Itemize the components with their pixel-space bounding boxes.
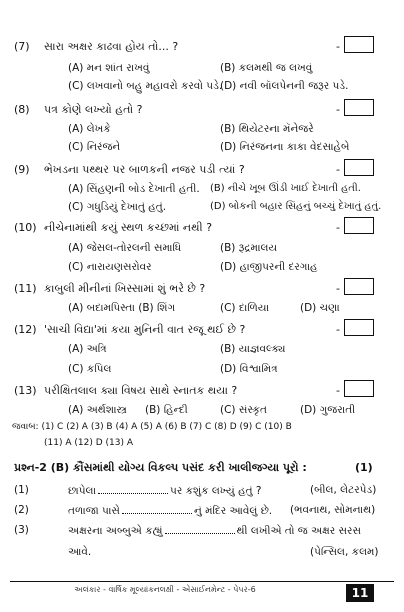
answer-box[interactable] [344, 159, 374, 176]
fill-item-2 [68, 504, 272, 518]
option-c: (C) ગધુડિયું દેખાતું હતું. [68, 201, 167, 213]
answer-dash: - [336, 384, 340, 397]
question-text: નીચેનામાંથી કયું સ્થળ કચ્છમાં નથી ? [44, 221, 213, 234]
page-number: 11 [346, 584, 374, 602]
option-c: (C) દાળિયા [220, 302, 270, 314]
answer-box[interactable] [344, 319, 374, 336]
option-d: (D) નિરંજનના કાકા વેદસાહેબે [220, 141, 350, 153]
fill-options-2: (ભવનાથ, સોમનાથ) [290, 504, 376, 516]
option-d: (D) હાજીપરની દરગાહ [220, 261, 318, 273]
fill-pre: તળાજા પાસે [68, 505, 120, 517]
fill-post: પર કશુંક લખ્યું હતું ? [170, 485, 262, 497]
fill-num-3: (3) [14, 524, 29, 536]
option-d: (D) નવી બૉલપેનની જરૂર પડે. [220, 80, 349, 92]
option-c: (C) નિરંજને [68, 141, 121, 153]
fill-post: થી લખીએ તો જ અક્ષર સરસ [236, 525, 361, 537]
answer-dash: - [336, 282, 340, 295]
fill-post: નું મંદિર આવેલું છે. [193, 505, 273, 517]
option-d: (D) વિશ્વામિત્ર [220, 363, 278, 375]
fill-item-1 [68, 484, 261, 498]
fill-item-3 [68, 524, 361, 538]
answer-box[interactable] [344, 217, 374, 234]
option-b: (B) યાજ્ઞવલ્ક્ય [220, 343, 286, 355]
option-a: (A) લેખકે [68, 123, 111, 135]
blank-field[interactable] [98, 484, 168, 494]
answer-box[interactable] [344, 99, 374, 116]
section-b-marks: (1) [355, 461, 373, 474]
question-13 [0, 384, 404, 404]
answer-box[interactable] [344, 36, 374, 53]
option-a: (A) અર્થશાસ્ત્ર [68, 404, 127, 416]
fill-item-3-cont: આવે. [68, 546, 92, 558]
question-text: પરીક્ષિતલાલ ક્યા વિષય સાથે સ્નાતક થયા ? [44, 384, 238, 397]
question-7 [0, 40, 404, 60]
question-8 [0, 103, 404, 123]
option-b: (B) નીચે ખૂબ ઊંડી ખાઈ દેખાતી હતી. [210, 183, 361, 194]
option-a: (A) જેસલ-તોરલની સમાધિ [68, 242, 182, 254]
question-text: કાબુલી મીનીનાં ખિસ્સામાં શું ભરે છે ? [44, 282, 206, 295]
footer-divider [10, 581, 394, 582]
question-text: ભેખડના પથ્થર પર બાળકની નજર પડી ત્યાં ? [44, 163, 245, 176]
answer-box[interactable] [344, 278, 374, 295]
answer-key-line-2: (11) A (12) D (13) A [44, 438, 133, 448]
option-d: (D) બોકની બહાર સિંહનું બચ્ચું દેખાતું હતું. [210, 201, 382, 212]
question-number: (12) [14, 323, 37, 336]
fill-options-3: (પેન્સિલ, કલમ) [310, 546, 379, 558]
answer-dash: - [336, 163, 340, 176]
option-c: (C) લખવાનો બહુ મહાવરો કરવો પડે. [68, 80, 223, 92]
question-11 [0, 282, 404, 302]
question-10 [0, 221, 404, 241]
question-number: (7) [14, 40, 30, 53]
fill-pre: અક્ષરના અબ્બુએ કહ્યું [68, 525, 163, 537]
fill-num-2: (2) [14, 504, 29, 516]
option-a: (A) મન શાંત રાખવું [68, 62, 150, 74]
option-b: (B) થિયેટરના મૅનેજરે [220, 123, 314, 135]
option-d: (D) ગુજરાતી [300, 404, 356, 416]
option-c: (C) કપિલ [68, 363, 112, 375]
question-number: (10) [14, 221, 37, 234]
answer-box[interactable] [344, 380, 374, 397]
answer-dash: - [336, 103, 340, 116]
option-a-b: (A) બદામપિસ્તા (B) શિંગ [68, 302, 176, 314]
option-c: (C) સંસ્કૃત [220, 404, 267, 416]
question-text: સારા અક્ષર કાઢવા હોય તો... ? [44, 40, 179, 53]
answer-dash: - [336, 221, 340, 234]
fill-pre: છાપેલા [68, 485, 97, 497]
fill-options-1: (બીલ, લેટરપેડ) [310, 484, 377, 496]
option-b: (B) કલમથી જ લખવું [220, 62, 313, 74]
question-9 [0, 163, 404, 183]
fill-num-1: (1) [14, 484, 29, 496]
question-text: પત્ર કોણે લખ્યો હતો ? [44, 103, 143, 116]
answer-dash: - [336, 40, 340, 53]
question-number: (11) [14, 282, 37, 295]
question-12 [0, 323, 404, 343]
blank-field[interactable] [165, 524, 235, 534]
option-c: (C) નારાયણસરોવર [68, 261, 152, 273]
section-b-title: પ્રશ્ન-2 (B) કૌંસમાંથી યોગ્ય વિકલ્પ પસંદ કરી ખાલીજગ્યા પૂરો : [14, 461, 307, 474]
option-a: (A) અત્રિ [68, 343, 107, 355]
question-text: 'સાચી વિદ્યા'માં કયા મુનિની વાત રજૂ થઈ છે ? [44, 323, 246, 336]
blank-field[interactable] [122, 504, 192, 514]
question-number: (9) [14, 163, 30, 176]
option-b: (B) હિન્દી [145, 404, 188, 416]
question-number: (13) [14, 384, 37, 397]
answer-dash: - [336, 323, 340, 336]
question-number: (8) [14, 103, 30, 116]
answer-key-line-1: જવાબ: (1) C (2) A (3) B (4) A (5) A (6) B (7) C (8) D (9) C (10) B [12, 422, 292, 432]
option-a: (A) સિંહણની બોડ દેખાતી હતી. [68, 183, 200, 195]
option-d: (D) ચણા [300, 302, 340, 314]
footer-text: અલંકાર - વાર્ષિક મૂલ્યાંકનલક્ષી - એસાઈનમેન્ટ - પેપર-6 [74, 585, 256, 594]
option-b: (B) રૂદ્રમાલય [220, 242, 278, 254]
